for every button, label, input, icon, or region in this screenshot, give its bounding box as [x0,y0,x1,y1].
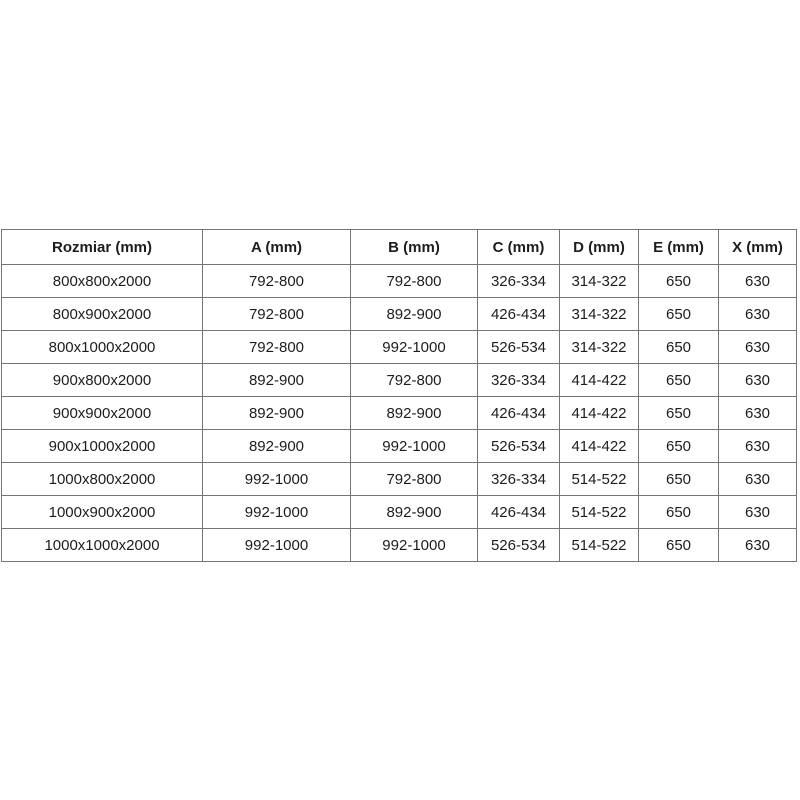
cell-d: 414-422 [560,430,639,463]
cell-c: 526-534 [478,331,560,364]
cell-x: 630 [719,331,797,364]
cell-a: 892-900 [203,364,351,397]
cell-x: 630 [719,298,797,331]
cell-b: 892-900 [351,397,478,430]
cell-c: 526-534 [478,430,560,463]
cell-d: 514-522 [560,463,639,496]
cell-e: 650 [639,298,719,331]
cell-a: 792-800 [203,331,351,364]
cell-x: 630 [719,265,797,298]
column-header-a: A (mm) [203,230,351,265]
cell-d: 414-422 [560,397,639,430]
cell-size: 1000x800x2000 [2,463,203,496]
cell-size: 800x1000x2000 [2,331,203,364]
cell-x: 630 [719,496,797,529]
cell-e: 650 [639,529,719,562]
table-row [2,529,797,562]
cell-d: 414-422 [560,364,639,397]
cell-a: 792-800 [203,298,351,331]
cell-b: 992-1000 [351,430,478,463]
cell-b: 792-800 [351,364,478,397]
table-header [2,230,797,265]
cell-d: 314-322 [560,331,639,364]
column-header-c: C (mm) [478,230,560,265]
cell-d: 314-322 [560,265,639,298]
cell-size: 900x1000x2000 [2,430,203,463]
cell-e: 650 [639,364,719,397]
table-row [2,463,797,496]
cell-d: 514-522 [560,529,639,562]
header-row [2,230,797,265]
cell-c: 326-334 [478,463,560,496]
column-header-e: E (mm) [639,230,719,265]
cell-e: 650 [639,397,719,430]
column-header-x: X (mm) [719,230,797,265]
table-row [2,397,797,430]
cell-e: 650 [639,463,719,496]
cell-d: 514-522 [560,496,639,529]
cell-c: 426-434 [478,496,560,529]
cell-size: 800x900x2000 [2,298,203,331]
cell-size: 1000x1000x2000 [2,529,203,562]
size-spec-table [1,229,797,562]
cell-x: 630 [719,529,797,562]
cell-x: 630 [719,463,797,496]
table-row [2,430,797,463]
cell-c: 426-434 [478,397,560,430]
cell-e: 650 [639,331,719,364]
table-row [2,496,797,529]
cell-e: 650 [639,496,719,529]
cell-x: 630 [719,364,797,397]
cell-c: 326-334 [478,364,560,397]
cell-c: 326-334 [478,265,560,298]
cell-c: 426-434 [478,298,560,331]
cell-e: 650 [639,430,719,463]
table-row [2,265,797,298]
cell-size: 900x900x2000 [2,397,203,430]
cell-a: 892-900 [203,430,351,463]
column-header-b: B (mm) [351,230,478,265]
cell-c: 526-534 [478,529,560,562]
cell-b: 792-800 [351,463,478,496]
cell-a: 992-1000 [203,529,351,562]
table-body [2,265,797,562]
cell-a: 992-1000 [203,496,351,529]
cell-b: 792-800 [351,265,478,298]
cell-size: 900x800x2000 [2,364,203,397]
cell-x: 630 [719,397,797,430]
column-header-d: D (mm) [560,230,639,265]
cell-e: 650 [639,265,719,298]
table-row [2,331,797,364]
table-row [2,298,797,331]
table-row [2,364,797,397]
cell-d: 314-322 [560,298,639,331]
cell-size: 1000x900x2000 [2,496,203,529]
cell-b: 892-900 [351,298,478,331]
cell-a: 792-800 [203,265,351,298]
cell-b: 992-1000 [351,331,478,364]
cell-size: 800x800x2000 [2,265,203,298]
cell-a: 892-900 [203,397,351,430]
cell-x: 630 [719,430,797,463]
column-header-size: Rozmiar (mm) [2,230,203,265]
cell-b: 992-1000 [351,529,478,562]
cell-a: 992-1000 [203,463,351,496]
cell-b: 892-900 [351,496,478,529]
